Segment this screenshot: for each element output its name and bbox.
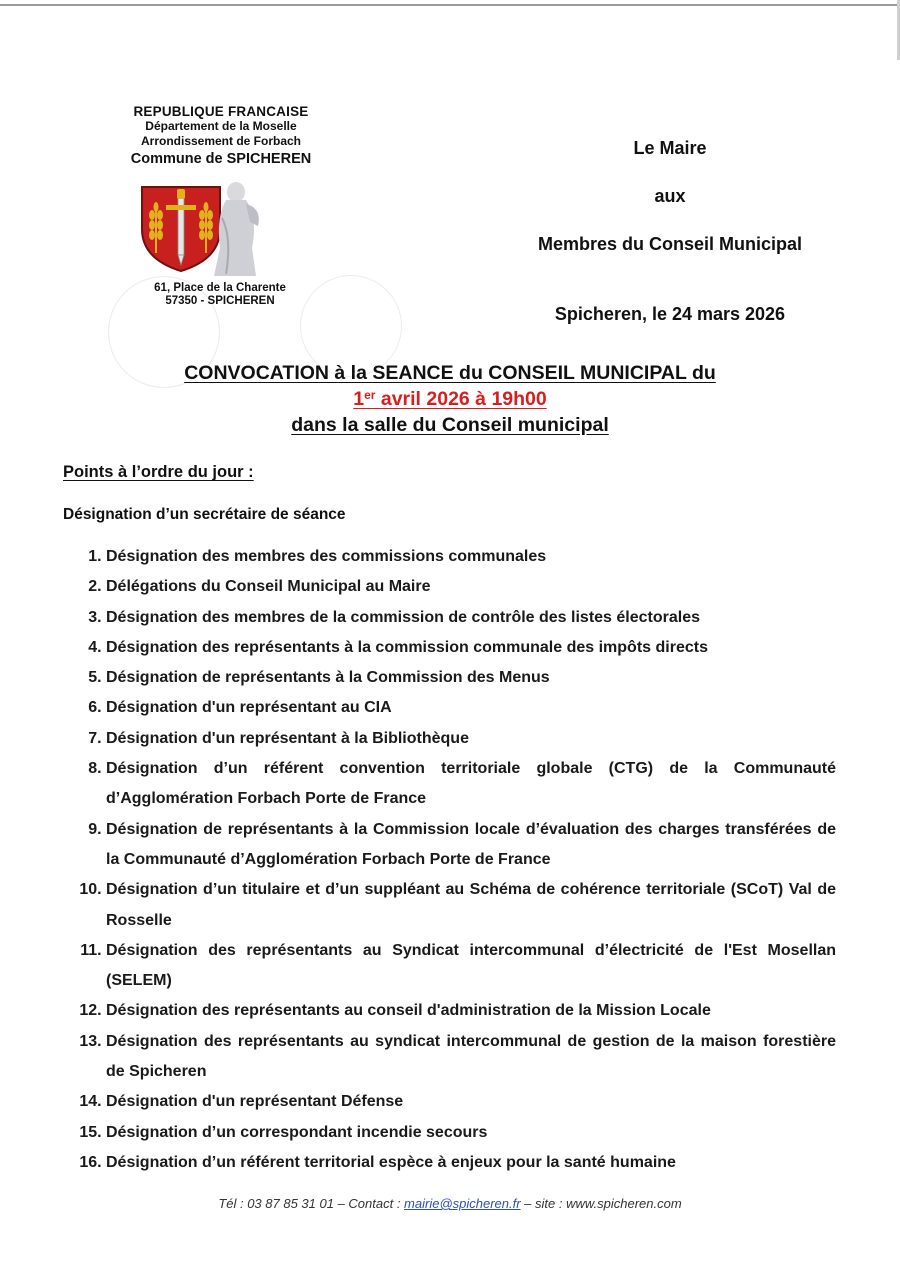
agenda-item-number: 1.	[88, 548, 106, 565]
agenda-item	[70, 724, 836, 754]
agenda-item-number: 3.	[88, 608, 106, 626]
agenda-item-number: 6.	[88, 699, 106, 717]
agenda-item	[70, 1027, 836, 1088]
aux-label: aux	[654, 186, 686, 206]
agenda-item-text: Désignation des membres de la commission de contrôle des listes électorales	[106, 608, 700, 626]
agenda-item	[70, 1148, 836, 1178]
agenda-item-text: Désignation des représentants au Syndicat intercommunal d’électricité de l'Est Mosellan (SELEM)	[106, 941, 836, 990]
departement-label: Département de la Moselle	[145, 119, 297, 133]
address-line: 61, Place de la Charente	[154, 282, 286, 294]
agenda-item-text: Désignation d’un référent convention territoriale globale (CTG) de la Communauté d’Agglomération Forbach Porte de France	[106, 760, 836, 808]
contact-email-link[interactable]: mairie@spicheren.fr	[404, 1196, 521, 1211]
agenda-item-text: Désignation d'un représentant au CIA	[106, 699, 392, 717]
agenda-item	[70, 936, 836, 997]
arrondissement-label: Arrondissement de Forbach	[140, 134, 302, 148]
agenda-item-number: 2.	[88, 578, 106, 596]
agenda-item	[70, 603, 836, 633]
agenda-item-text: Désignation de représentants à la Commission locale d’évaluation des charges transférées de la Communauté d’Agglomération Forbach Porte de France	[106, 820, 836, 868]
recipient-label: Membres du Conseil Municipal	[537, 234, 803, 254]
agenda-item	[70, 1087, 836, 1117]
agenda-item	[70, 542, 836, 572]
agenda-item-number: 15.	[79, 1123, 106, 1141]
agenda-item-text: Désignation des membres des commissions communales	[106, 548, 547, 565]
scan-edge-line	[0, 4, 900, 6]
agenda-item-number: 11.	[80, 941, 106, 959]
agenda-item-number: 16.	[79, 1153, 106, 1171]
agenda-item	[70, 663, 836, 693]
agenda-item-text: Désignation des représentants à la commission communale des impôts directs	[106, 638, 708, 656]
agenda-item	[70, 572, 836, 602]
agenda-item-text: Désignation d'un représentant à la Bibliothèque	[106, 729, 469, 747]
agenda-item-text: Désignation d'un représentant Défense	[106, 1093, 404, 1111]
agenda-item-number: 13.	[79, 1032, 106, 1050]
sender-label: Le Maire	[633, 138, 707, 158]
meeting-date	[100, 386, 800, 412]
agenda-item-number: 10.	[79, 881, 106, 899]
letterhead	[96, 104, 346, 167]
addressee-block	[500, 134, 840, 278]
agenda-item-number: 8.	[88, 760, 106, 778]
convocation-line: CONVOCATION à la SEANCE du CONSEIL MUNICIPAL du	[184, 362, 716, 384]
agenda-item-text: Désignation d’un référent territorial espèce à enjeux pour la santé humaine	[106, 1153, 676, 1171]
meeting-day: 1	[353, 388, 365, 410]
agenda-item-text: Désignation d’un correspondant incendie secours	[106, 1123, 488, 1141]
commune-label: Commune de SPICHEREN	[130, 151, 312, 167]
footer-contact	[0, 1196, 900, 1211]
meeting-location: dans la salle du Conseil municipal	[291, 414, 609, 436]
agenda-item-text: Délégations du Conseil Municipal au Maire	[106, 578, 431, 596]
convocation-title	[100, 360, 800, 438]
secretary-item: Désignation d’un secrétaire de séance	[63, 506, 346, 523]
agenda-item-text: Désignation des représentants au syndicat intercommunal de gestion de la maison forestière de Spicheren	[106, 1032, 836, 1081]
agenda-item-text: Désignation d’un titulaire et d’un suppléant au Schéma de cohérence territoriale (SCoT) Val de Rosselle	[106, 881, 836, 929]
agenda-list	[70, 542, 836, 1178]
meeting-day-suffix: er	[364, 388, 376, 402]
agenda-item	[70, 996, 836, 1026]
agenda-item-number: 7.	[88, 729, 106, 747]
footer-phone: Tél : 03 87 85 31 01 – Contact :	[218, 1196, 405, 1211]
agenda-item	[70, 875, 836, 936]
agenda-item-text: Désignation de représentants à la Commission des Menus	[106, 669, 550, 687]
agenda-item-number: 14.	[79, 1093, 106, 1111]
town-hall-address	[140, 282, 300, 308]
agenda-item	[70, 754, 836, 815]
address-line: 57350 - SPICHEREN	[165, 295, 275, 307]
statue-icon	[196, 178, 264, 278]
footer-site: – site : www.spicheren.com	[520, 1196, 682, 1211]
agenda-item	[70, 1118, 836, 1148]
meeting-date-rest: avril 2026 à 19h00	[375, 388, 547, 410]
agenda-heading: Points à l’ordre du jour :	[63, 463, 254, 481]
agenda-item-number: 4.	[88, 638, 106, 656]
agenda-item-text: Désignation des représentants au conseil d'administration de la Mission Locale	[106, 1002, 711, 1020]
agenda-item	[70, 815, 836, 876]
agenda-item-number: 9.	[88, 820, 106, 838]
agenda-item-number: 5.	[88, 669, 106, 687]
date-line: Spicheren, le 24 mars 2026	[554, 304, 786, 324]
agenda-item	[70, 693, 836, 723]
republique-label: REPUBLIQUE FRANCAISE	[133, 104, 309, 119]
agenda-item	[70, 633, 836, 663]
agenda-item-number: 12.	[79, 1002, 106, 1020]
